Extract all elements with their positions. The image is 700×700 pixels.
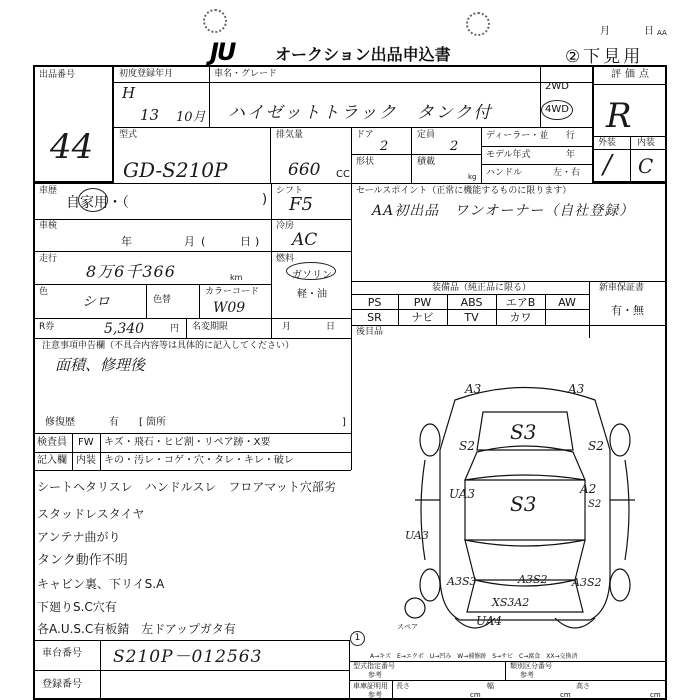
interior-label: 内装 — [637, 138, 656, 148]
cc-label: CC — [336, 169, 350, 180]
equip-pw: PW — [413, 296, 432, 309]
equip-tv: TV — [464, 311, 479, 324]
inspection-day: 日 — [240, 235, 251, 248]
header-day: 日 — [644, 26, 654, 37]
color-code-value: W09 — [213, 300, 246, 316]
dealer-label: ディーラー・並 — [486, 131, 549, 141]
note-line-2: スタッドレスタイヤ — [37, 507, 145, 521]
exterior-grade: / — [603, 150, 612, 180]
exterior-label: 外装 — [598, 138, 617, 148]
width-label: 幅 — [487, 682, 494, 690]
name-expiry-label: 名変期限 — [192, 322, 229, 332]
mark-s2-right-fender: S2 — [588, 439, 604, 453]
width-cm: cm — [560, 691, 571, 699]
spare-label: スペア — [397, 623, 418, 631]
rear-label: 後目品 — [356, 327, 384, 337]
repair-bracket: [ — [139, 417, 143, 428]
shift-label: シフト — [276, 186, 304, 196]
score-value: R — [606, 96, 632, 136]
form-title: オークション出品申込書 — [275, 45, 451, 64]
repair-label: 修復歴 — [45, 417, 75, 428]
interior-grade: C — [638, 154, 654, 178]
fuel-label: 燃料 — [276, 254, 295, 264]
capacity-label: 定員 — [417, 130, 436, 140]
repair-bracket-close: ] — [342, 417, 346, 428]
expiry-day: 日 — [326, 322, 336, 332]
cooling-label: 冷房 — [276, 221, 295, 231]
chassis-value: S210P－012563 — [113, 647, 263, 667]
mark-ua3-rocker: UA3 — [405, 529, 429, 542]
recycle-yen: 円 — [170, 324, 180, 334]
fuel-value: ガソリン — [292, 270, 332, 281]
model-code-value: GD-S210P — [123, 158, 228, 182]
height-cm: cm — [650, 691, 661, 699]
handle-label: ハンドル — [486, 168, 523, 178]
punch-hole-left — [203, 9, 227, 33]
equip-ps: PS — [367, 296, 382, 309]
equipment-label: 装備品（純正品に限る） — [432, 283, 532, 293]
reg-month: 10月 — [176, 110, 206, 125]
km-label: km — [230, 273, 243, 282]
history-value: 自家用・（ — [66, 195, 129, 211]
handle-lr: 左・右 — [553, 168, 581, 178]
car-name-value: ハイゼットトラック タンク付 — [228, 103, 493, 123]
mark-s3-hood: S3 — [510, 420, 537, 444]
mark-a3s3-rear-left: A3S3 — [447, 575, 477, 588]
color-label: 色 — [39, 287, 49, 297]
mark-s2-right: S2 — [588, 499, 602, 510]
interior-short-label: 内装 — [76, 455, 96, 466]
cert-ref: 参考 — [368, 691, 382, 699]
doors-value: 2 — [380, 139, 389, 154]
mark-s2-left-fender: S2 — [459, 439, 475, 453]
lot-number-label: 出品番号 — [39, 70, 76, 80]
displacement-label: 排気量 — [276, 130, 304, 140]
type-designation-label: 型式指定番号 — [353, 662, 395, 670]
mark-a2-right: A2 — [580, 482, 597, 496]
interior-items: キの・汚レ・コゲ・穴・タレ・キレ・破レ — [104, 455, 294, 466]
chassis-label: 車台番号 — [42, 648, 82, 659]
model-code-label: 型式 — [119, 130, 138, 140]
model-year-label: モデル年式 — [486, 150, 531, 160]
fw-items: キズ・飛石・ヒビ割・リペア跡・X要 — [104, 437, 271, 448]
note-line-6: 下廻りS.C穴有 — [37, 600, 117, 614]
length-cm: cm — [470, 691, 481, 699]
reg-year: 13 — [140, 106, 160, 124]
history-circle — [78, 188, 108, 212]
sales-point-label: セールスポイント（正常に機能するものに限ります） — [356, 186, 572, 196]
equip-aw: AW — [558, 296, 576, 309]
entry-label: 記入欄 — [37, 455, 67, 466]
copy-label: ②下見用 — [565, 47, 644, 67]
spare-tire-icon — [405, 598, 425, 618]
mark-a3-front-right: A3 — [568, 382, 585, 396]
expiry-month: 月 — [282, 322, 292, 332]
inspection-paren: ( — [201, 235, 206, 248]
mark-a3s2-rear-right: A3S2 — [572, 576, 602, 589]
note-line-7: 各A.U.S.C有板錆 左ドアップガタ有 — [37, 622, 236, 636]
mark-xs3a2-bumper: XS3A2 — [492, 596, 530, 609]
cert-label: 車庫証明用 — [353, 682, 388, 690]
4wd-label: 4WD — [545, 104, 569, 115]
type-ref-2: 参考 — [520, 671, 534, 679]
header-month: 月 — [600, 26, 610, 37]
first-reg-label: 初度登録年月 — [119, 69, 174, 79]
reg-era: H — [122, 84, 136, 102]
note-line-1: シートヘタリスレ ハンドルスレ フロアマット穴部劣 — [37, 480, 336, 494]
mileage-label: 走行 — [39, 254, 58, 264]
notes-value: 面積、修理後 — [55, 356, 146, 374]
history-label: 車歴 — [39, 186, 58, 196]
4wd-circle — [541, 100, 573, 120]
equip-airbag: エアB — [505, 296, 536, 309]
inspector-label: 検査員 — [37, 437, 67, 448]
length-label: 長さ — [396, 682, 410, 690]
equip-leather: カワ — [509, 311, 532, 324]
fuel-circle — [286, 262, 336, 280]
recycle-value: 5,340 — [104, 321, 145, 337]
color-change-label: 色替 — [153, 295, 172, 305]
shift-value: F5 — [289, 194, 313, 215]
note-line-5: キャビン裏、下リイS.A — [37, 577, 165, 591]
displacement-value: 660 — [288, 160, 321, 180]
light-oil: 軽・油 — [297, 289, 327, 300]
repair-loc: 箇所 — [146, 417, 166, 428]
history-close: ) — [262, 192, 268, 207]
warranty-options: 有・無 — [611, 304, 644, 317]
shape-label: 形状 — [356, 157, 375, 167]
model-year-unit: 年 — [566, 150, 576, 160]
mark-a3-front: A3 — [465, 382, 482, 396]
mileage-value: 8万6千366 — [86, 262, 176, 281]
note-line-4: タンク動作不明 — [37, 553, 128, 568]
mark-ua4-bottom: UA4 — [476, 614, 503, 628]
2wd-label: 2WD — [545, 81, 569, 92]
reg-no-label: 登録番号 — [42, 679, 82, 690]
inspection-close: ) — [255, 235, 260, 248]
height-label: 高さ — [576, 682, 590, 690]
inspection-month: 月 — [184, 235, 195, 248]
warranty-label: 新車保証書 — [599, 283, 645, 293]
inspection-label: 車検 — [39, 221, 58, 231]
recycle-label: R券 — [39, 322, 55, 332]
lot-number-value: 44 — [50, 127, 94, 167]
equip-navi: ナビ — [411, 311, 434, 324]
car-name-label: 車名・グレード — [214, 69, 278, 79]
color-code-label: カラーコード — [205, 287, 260, 297]
load-label: 積載 — [417, 157, 436, 167]
punch-hole-right — [466, 12, 490, 36]
capacity-value: 2 — [450, 139, 459, 154]
equip-sr: SR — [367, 311, 382, 324]
ju-logo: JU — [210, 38, 235, 66]
circled-one: 1 — [350, 631, 365, 646]
mark-a3s2-rear: A3S2 — [518, 573, 548, 586]
equip-abs: ABS — [460, 296, 483, 309]
score-label: 評価点 — [611, 69, 653, 80]
color-value: シロ — [82, 294, 110, 310]
kg-label: kg — [468, 173, 477, 181]
notes-title: 注意事項申告欄（不具合内容等は具体的に記入してください） — [42, 341, 295, 351]
repair-yes: 有 — [109, 417, 119, 428]
category-label: 類別区分番号 — [510, 662, 552, 670]
fw-label: FW — [78, 437, 94, 448]
header-aa: AA — [657, 29, 667, 37]
mark-ua3-left: UA3 — [449, 487, 476, 501]
legend: A→キズ E→エクボ U→凹み W→補修跡 S→サビ C→腐食 XX→交換済 — [370, 653, 578, 660]
note-line-3: アンテナ曲がり — [37, 530, 121, 544]
sales-point-value: AA初出品 ワンオーナー（自社登録） — [372, 203, 635, 219]
doors-label: ドア — [356, 130, 374, 140]
dealer-mark: 行 — [566, 131, 576, 141]
mark-s3-roof: S3 — [510, 492, 537, 516]
type-ref-1: 参考 — [368, 671, 382, 679]
cooling-value: AC — [292, 230, 318, 250]
inspection-year: 年 — [121, 235, 132, 248]
